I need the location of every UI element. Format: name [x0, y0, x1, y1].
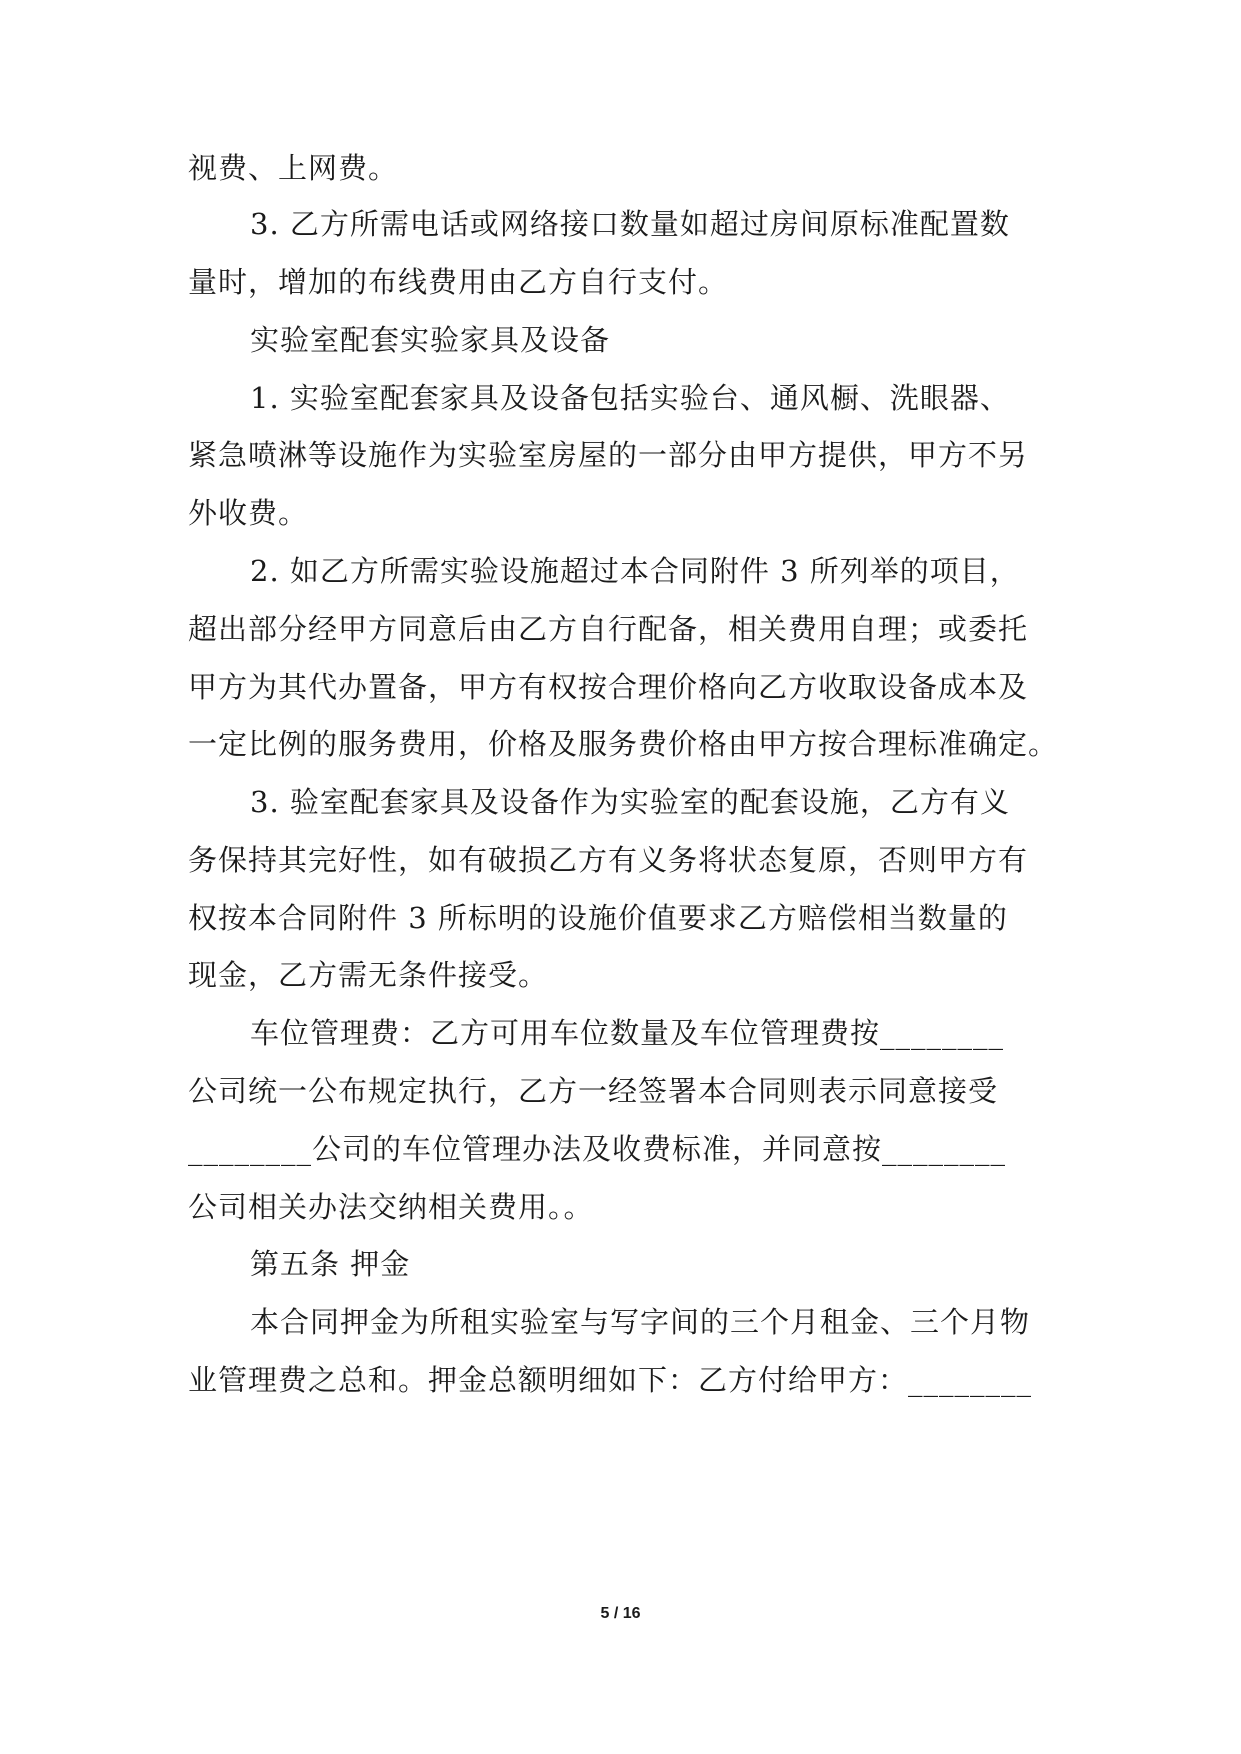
- paragraph-line: 公司统一公布规定执行，乙方一经签署本合同则表示同意接受: [188, 1074, 999, 1108]
- paragraph-line: 业管理费之总和。押金总额明细如下：乙方付给甲方：________: [188, 1363, 1033, 1397]
- paragraph-line: 车位管理费：乙方可用车位数量及车位管理费按________: [250, 1016, 1005, 1050]
- paragraph-line: ________公司的车位管理办法及收费标准，并同意按________: [188, 1132, 1007, 1166]
- paragraph-line: 本合同押金为所租实验室与写字间的三个月租金、三个月物: [250, 1305, 1031, 1339]
- paragraph-line: 视费、上网费。: [188, 151, 399, 185]
- section-heading: 实验室配套实验家具及设备: [250, 323, 611, 357]
- page-number: 5 / 16: [600, 1605, 641, 1622]
- paragraph-line: 外收费。: [188, 496, 309, 530]
- paragraph-line: 超出部分经甲方同意后由乙方自行配备，相关费用自理；或委托: [188, 612, 1029, 646]
- paragraph-line: 3. 验室配套家具及设备作为实验室的配套设施，乙方有义: [250, 785, 1010, 819]
- paragraph-line: 1. 实验室配套家具及设备包括实验台、通风橱、洗眼器、: [250, 381, 1010, 415]
- paragraph-line: 权按本合同附件 3 所标明的设施价值要求乙方赔偿相当数量的: [188, 901, 1008, 935]
- paragraph-line: 现金，乙方需无条件接受。: [188, 958, 549, 992]
- paragraph-line: 2. 如乙方所需实验设施超过本合同附件 3 所列举的项目，: [250, 554, 1020, 588]
- paragraph-line: 一定比例的服务费用，价格及服务费价格由甲方按合理标准确定。: [188, 727, 1059, 761]
- paragraph-line: 务保持其完好性，如有破损乙方有义务将状态复原，否则甲方有: [188, 843, 1029, 877]
- article-heading: 第五条 押金: [250, 1247, 411, 1281]
- paragraph-line: 甲方为其代办置备，甲方有权按合理价格向乙方收取设备成本及: [188, 670, 1029, 704]
- paragraph-line: 紧急喷淋等设施作为实验室房屋的一部分由甲方提供，甲方不另: [188, 438, 1029, 472]
- paragraph-line: 量时，增加的布线费用由乙方自行支付。: [188, 265, 729, 299]
- paragraph-line: 公司相关办法交纳相关费用。。: [188, 1190, 594, 1224]
- paragraph-line: 3. 乙方所需电话或网络接口数量如超过房间原标准配置数: [250, 207, 1010, 241]
